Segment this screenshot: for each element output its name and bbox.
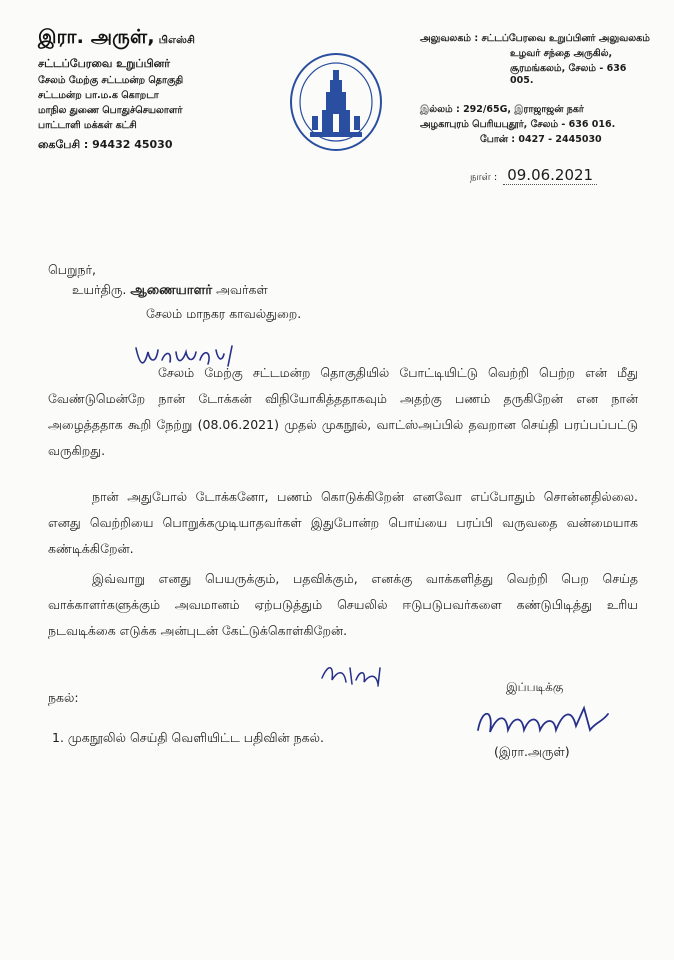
sender-party: பாட்டாளி மக்கள் கட்சி (38, 120, 137, 131)
recipient-label: பெறுநர், (48, 262, 97, 277)
sender-name (38, 26, 258, 51)
tamil-nadu-emblem-icon (288, 52, 384, 152)
sender-degree: பிஎஸ்சி (158, 35, 196, 46)
date-row (470, 166, 597, 184)
home-phone: போன் : 0427 - 2445030 (480, 134, 602, 145)
sender-party-whip: சட்டமன்ற பா.ம.க கொறடா (38, 90, 159, 101)
handwritten-initials-icon (318, 660, 388, 690)
letter-paragraph-3: இவ்வாறு எனது பெயருக்கும், பதவிக்கும், எனக்கு வாக்களித்து வெற்றி பெற செய்த வாக்காளர்களுக்கும் அவமானம் ஏற்படுத்தும் செயலில் ஈடுபடுபவர்களை கண்டுபிடித்து உரிய நடவடிக்கை எடுக்க அன்புடன் கேட்டுக்கொள்கிறேன். (48, 571, 638, 638)
recipient-office: சேலம் மாநகர காவல்துறை. (146, 306, 302, 321)
sender-mobile: கைபேசி : 94432 45030 (38, 138, 173, 151)
signature-icon (472, 700, 612, 742)
recipient-suffix: அவர்கள் (216, 282, 268, 297)
sender-state-post: மாநில துணை பொதுச்செயலாளர் (38, 105, 183, 116)
home-address-line1: இல்லம் : 292/65G, இராஜாஜன் நகர் (420, 104, 584, 115)
letter-paragraph-1: சேலம் மேற்கு சட்டமன்ற தொகுதியில் போட்டியிட்டு வெற்றி பெற்ற என் மீது வேண்டுமென்றே நான் டோக்கன் விநியோகித்ததாகவும் அதற்கு பணம் தருகிறேன் என நான் அழைத்ததாக கூறி நேற்று (08.06.2021) முதல் முகநூல், வாட்ஸ்அப்பில் தவறான செய்தி பரப்பப்பட்டு வருகிறது. (48, 365, 638, 458)
office-address-line2: உழவர் சந்தை அருகில், (510, 48, 613, 59)
letterhead-right (420, 30, 650, 146)
letter-paragraph-2: நான் அதுபோல் டோக்கனோ, பணம் கொடுக்கிறேன் எனவோ எப்போதும் சொன்னதில்லை. எனது வெற்றியை பொறுக்கமுடியாதவர்கள் இதுபோன்ற பொய்யை பரப்பி வருவதை வன்மையாக கண்டிக்கிறேன். (48, 489, 638, 556)
signer-name: (இரா.அருள்) (494, 744, 570, 759)
enclosure-item: 1. முகநூலில் செய்தி வெளியிட்ட பதிவின் நகல். (52, 730, 324, 745)
copy-label: நகல்: (48, 690, 79, 705)
recipient-prefix: உயர்திரு. (72, 282, 127, 297)
letterhead-left (38, 26, 258, 153)
sender-name-text: இரா. அருள், (38, 26, 155, 48)
office-address-line3: சூரமங்கலம், சேலம் - 636 005. (510, 63, 627, 86)
recipient-line (72, 282, 268, 299)
date-value: 09.06.2021 (503, 166, 597, 185)
office-address-line1: அலுவலகம் : சட்டப்பேரவை உறுப்பினர் அலுவலகம் (420, 33, 650, 44)
closing-text: இப்படிக்கு (506, 680, 564, 694)
recipient-title: ஆணையாளர் (130, 283, 213, 298)
home-address-line2: அழகாபுரம் பெரியபுதூர், சேலம் - 636 016. (420, 119, 616, 130)
sender-constituency: சேலம் மேற்கு சட்டமன்ற தொகுதி (38, 75, 184, 86)
date-label: நாள் : (470, 172, 498, 183)
sender-role: சட்டப்பேரவை உறுப்பினர் (38, 57, 171, 70)
